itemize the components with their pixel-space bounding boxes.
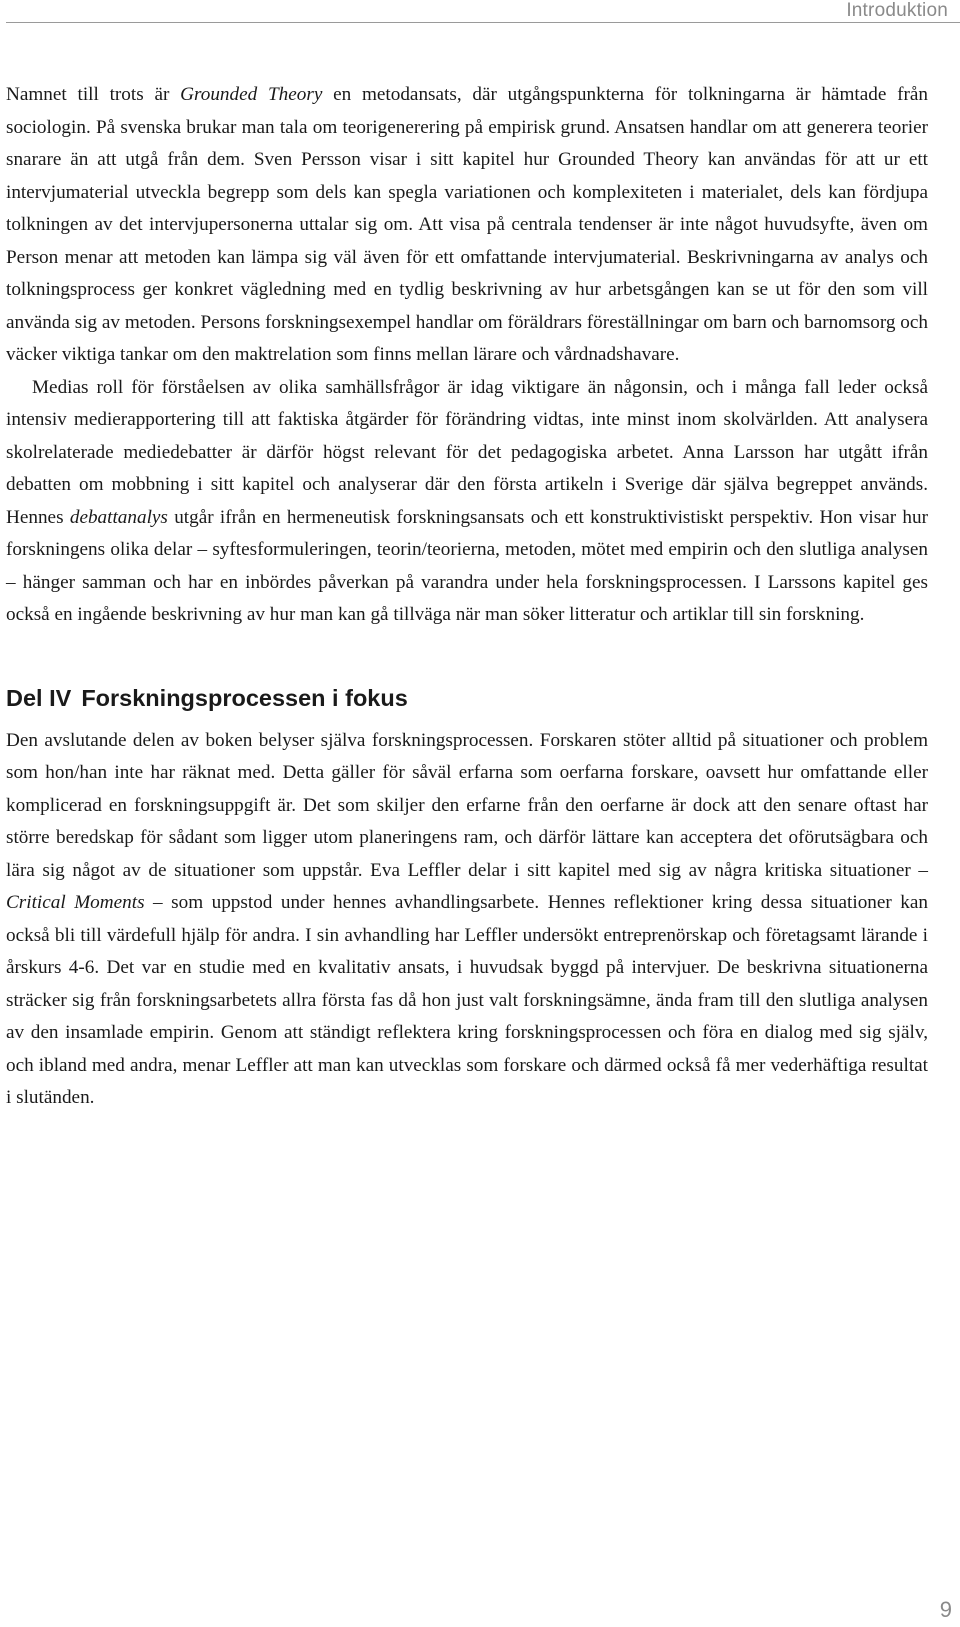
paragraph-grounded-theory <box>6 79 928 372</box>
section-title: Forskningsprocessen i fokus <box>81 684 408 711</box>
running-header-title: Introduktion <box>846 0 948 21</box>
page-body <box>6 79 928 1115</box>
paragraph-media <box>6 372 928 632</box>
paragraph-research-process <box>6 725 928 1115</box>
page-number: 9 <box>939 1597 952 1622</box>
header-rule <box>6 22 960 23</box>
emphasis-grounded-theory: Grounded Theory <box>180 84 323 105</box>
section-number: Del IV <box>6 684 72 711</box>
text-span: Namnet till trots är <box>6 84 181 105</box>
text-span: Den avslutande delen av boken belyser själva forskningsprocessen. Forskaren stöter alltid på situationer och problem som hon/han inte har räknat med. Detta gäller för såväl erfarna som oerfarna forskare, oavsett hur omfattande eller komplicerad en forskningsuppgift är. Det som skiljer den erfarne från den oerfarne är dock att den senare oftast har större beredskap för sådant som ligger utom planeringens ram, och därför lättare kan acceptera det oförutsägbara och lära sig något av de situationer som uppstår. Eva Leffler delar i sitt kapitel med sig av några kritiska situationer – <box>6 729 928 881</box>
text-span: en metodansats, där utgångspunkterna för tolkningarna är hämtade från sociologin. På svenska brukar man tala om teorigenerering på empirisk grund. Ansatsen handlar om att generera teorier snarare än att utgå från dem. Sven Persson visar i sitt kapitel hur Grounded Theory kan användas för att ur ett intervjumaterial utveckla begrepp som dels kan spegla variationen och komplexiteten i materialet, dels kan fördjupa tolkningen av det intervjupersonerna uttalar sig om. Att visa på centrala tendenser är inte något huvudsyfte, även om Person menar att metoden kan lämpa sig väl även för ett omfattande intervjumaterial. Beskrivningarna av analys och tolkningsprocess ger konkret vägledning med en tydlig beskrivning av hur arbetsgången kan se ut för den som vill använda sig av metoden. Persons forskningsexempel handlar om föräldrars föreställningar om barn och barnomsorg och väcker viktiga tankar om den maktrelation som finns mellan lärare och vårdnadshavare. <box>6 84 928 365</box>
emphasis-debattanalys: debattanalys <box>69 506 168 528</box>
text-span: – som uppstod under hennes avhandlingsarbete. Hennes reflektioner kring dessa situationer kan också bli till värdefull hjälp för andra. I sin avhandling har Leffler undersökt entreprenörskap och företagsamt lärande i årskurs 4-6. Det var en studie med en kvalitativ ansats, i huvudsak byggd på intervjuer. De beskrivna situationerna sträcker sig från forskningsarbetets allra första fas då hon just valt forskningsämne, ända fram till den slutliga analysen av den insamlade empirin. Genom att ständigt reflektera kring forskningsprocessen och föra en dialog med sig själv, och ibland med andra, menar Leffler att man kan utvecklas som forskare och därmed också få mer vederhäftiga resultat i slutänden. <box>6 892 928 1108</box>
emphasis-critical-moments: Critical Moments <box>6 892 145 913</box>
text-span: utgår ifrån en hermeneutisk forskningsansats och ett konstruktivistiskt perspektiv. Hon visar hur forskningens olika delar – syftesformuleringen, teorin/teorierna, metoden, mötet med empirin och den slutliga analysen – hänger samman och har en inbördes påverkan på varandra under hela forskningsprocessen. I Larssons kapitel ges också en ingående beskrivning av hur man kan gå tillväga när man söker litteratur och artiklar till sin forskning. <box>6 506 928 625</box>
text-span: Medias roll för förståelsen av olika samhällsfrågor är idag viktigare än någonsin, och i många fall leder också intensiv medierapportering till att faktiska åtgärder för förändring vidtas, inte minst inom skolvärlden. Att analysera skolrelaterade mediedebatter är därför högst relevant för det pedagogiska arbetet. Anna Larsson har utgått ifrån debatten om mobbning i sitt kapitel och analyserar där den första artikeln i Sverige där själva begreppet används. Hennes <box>6 376 928 528</box>
section-heading <box>6 683 928 713</box>
